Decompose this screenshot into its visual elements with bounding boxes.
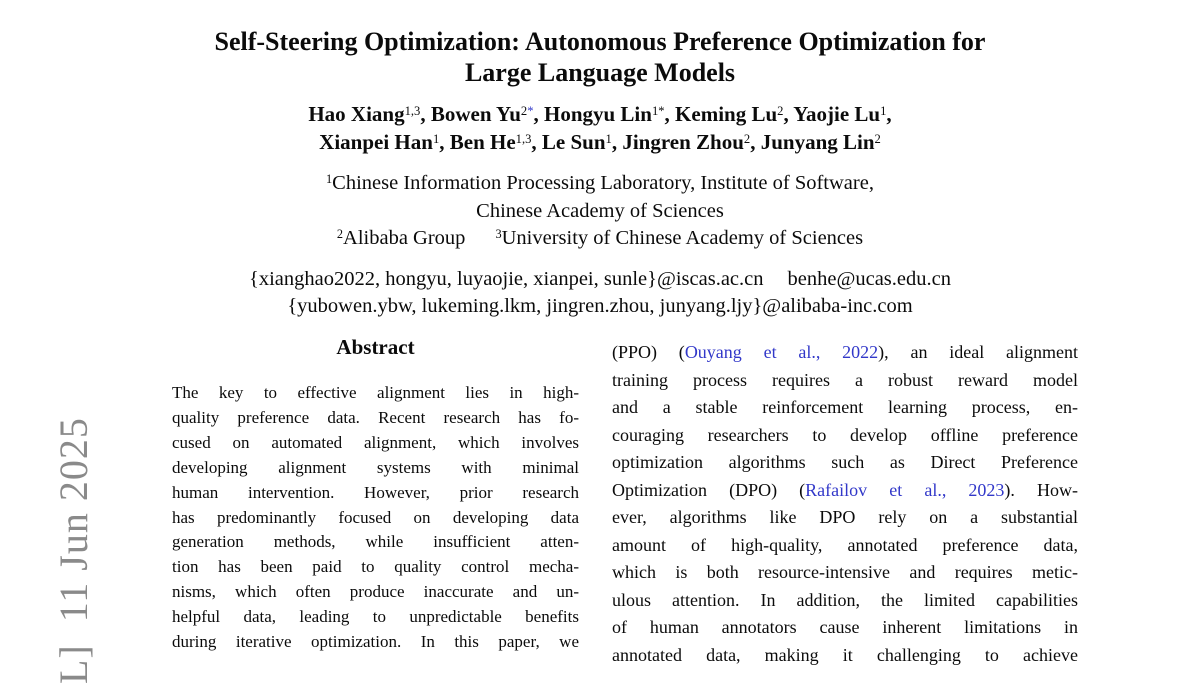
abstract-line: helpful data, leading to unpredictable benefits: [172, 607, 579, 627]
author-sup-num: 2: [520, 103, 528, 118]
email-ucas: benhe@ucas.edu.cn: [787, 267, 951, 290]
author-list: [0, 100, 1200, 156]
abstract-line: quality preference data. Recent research has fo-: [172, 407, 579, 427]
email-group-iscas: {xianghao2022, hongyu, luyaojie, xianpei, sunle}@iscas.ac.cn: [249, 267, 764, 290]
author-sep: ,: [420, 102, 431, 126]
author-sep: ,: [439, 130, 450, 154]
body-text: Optimization (DPO) (: [612, 479, 806, 500]
affiliation-line-3: [0, 225, 1200, 253]
abstract-heading: Abstract: [336, 335, 415, 359]
title-line-2: Large Language Models: [464, 58, 736, 87]
citation-link[interactable]: Rafailov et al., 2023: [805, 479, 1005, 500]
author-sup-num: 2: [874, 131, 881, 146]
abstract-line: generation methods, while insufficient atten-: [172, 532, 579, 552]
email-line-2: {yubowen.ybw, lukeming.lkm, jingren.zhou, junyang.ljy}@alibaba-inc.com: [287, 295, 913, 317]
affiliation-sup: 2: [336, 227, 344, 242]
author-sup-num: 2: [777, 103, 784, 118]
author-name: Jingren Zhou: [622, 130, 744, 154]
author-sup: [405, 104, 421, 118]
body-text: (PPO) (: [612, 342, 685, 362]
arxiv-watermark: L] 11 Jun 2025: [51, 417, 96, 684]
author-sep: ,: [664, 102, 676, 126]
author: [450, 130, 542, 154]
author: [544, 102, 675, 126]
author: [431, 102, 544, 126]
emails: [0, 266, 1200, 321]
affiliation-sup: 3: [495, 227, 502, 242]
author-name: Xianpei Han: [319, 130, 433, 154]
author-name: Hao Xiang: [308, 102, 405, 126]
author-sep: ,: [611, 130, 623, 154]
author-line-1: [0, 100, 1200, 128]
body-line: amount of high-quality, annotated preference data,: [612, 534, 1078, 555]
author-sup: [521, 104, 534, 118]
abstract-body: [172, 381, 579, 655]
author: [319, 130, 450, 154]
body-line: which is both resource-intensive and requires metic-: [612, 562, 1078, 582]
author-name: Yaojie Lu: [793, 102, 881, 126]
paper-title: [0, 26, 1200, 88]
citation-link[interactable]: Ouyang et al., 2022: [684, 342, 879, 362]
abstract-line: has predominantly focused on developing data: [172, 507, 579, 527]
body-line-clipped: annotated data, making it challenging to achieve: [612, 644, 1078, 665]
author-name: Le Sun: [541, 130, 606, 154]
author-sep: ,: [531, 130, 542, 154]
body-line: of human annotators cause inherent limitations in: [612, 617, 1078, 637]
right-column: [612, 339, 1078, 669]
author: [675, 102, 793, 126]
abstract-line: The key to effective alignment lies in high-: [172, 383, 579, 402]
author-name: Bowen Yu: [430, 102, 521, 126]
body-line: training process requires a robust reward model: [612, 369, 1078, 390]
author-sup-star: *: [527, 103, 534, 118]
author: [793, 102, 891, 126]
body-line: [612, 477, 1078, 505]
abstract-line: tion has been paid to quality control mecha-: [172, 557, 579, 577]
left-column: [172, 336, 579, 655]
author-sup-num: 1: [605, 131, 612, 146]
body-text: ). How-: [1004, 479, 1078, 500]
abstract-line: during iterative optimization. In this paper, we: [172, 632, 579, 652]
body-line: couraging researchers to develop offline preference: [612, 424, 1078, 445]
author-sep: ,: [533, 102, 544, 126]
author-sup: [652, 104, 665, 118]
author-name: Ben He: [449, 130, 516, 154]
affiliation-text: Chinese Information Processing Laboratory, Institute of Software,: [332, 172, 874, 194]
author-sup: [880, 104, 886, 118]
affiliation-line-1: [0, 170, 1200, 198]
author-sep: ,: [886, 102, 892, 126]
body-line: and a stable reinforcement learning process, en-: [612, 397, 1078, 417]
author-line-2: [0, 128, 1200, 156]
author-sup-num: 1*: [651, 103, 665, 118]
affiliation-text: Alibaba Group: [343, 227, 466, 249]
email-line-1: [0, 266, 1200, 294]
author-sup: [744, 132, 750, 146]
author-sup-num: 2: [743, 131, 751, 146]
affiliation-text: University of Chinese Academy of Sciences: [501, 227, 864, 249]
affiliations: [0, 170, 1200, 253]
body-text: ), an ideal alignment: [878, 342, 1079, 362]
body-line: [612, 339, 1078, 367]
author-sup-num: 1: [432, 131, 440, 146]
body-line: optimization algorithms such as Direct Preference: [612, 452, 1078, 472]
author: [308, 102, 431, 126]
abstract-line: human intervention. However, prior research: [172, 482, 579, 502]
body-line: ulous attention. In addition, the limited capabilities: [612, 589, 1078, 610]
title-line-1: Self-Steering Optimization: Autonomous Preference Optimization for: [214, 27, 986, 56]
author-sep: ,: [750, 130, 761, 154]
author-name: Junyang Lin: [760, 130, 875, 154]
author-sup: [516, 132, 532, 146]
author-name: Keming Lu: [675, 102, 778, 126]
author-name: Hongyu Lin: [543, 102, 652, 126]
author-sup: [777, 104, 783, 118]
abstract-line: developing alignment systems with minimal: [172, 457, 579, 477]
author-sup-num: 1,3: [515, 131, 532, 146]
abstract-line: nisms, which often produce inaccurate and un-: [172, 582, 579, 602]
author-sup-num: 1: [880, 103, 887, 118]
abstract-line: cused on automated alignment, which involves: [172, 432, 579, 452]
author-sup: [433, 132, 439, 146]
affiliation-sup: 1: [326, 172, 333, 187]
body-line: ever, algorithms like DPO rely on a substantial: [612, 507, 1078, 527]
affiliation-line-2: Chinese Academy of Sciences: [476, 199, 724, 222]
author-sep: ,: [783, 102, 794, 126]
author: [622, 130, 760, 154]
author: [761, 130, 881, 154]
author: [542, 130, 622, 154]
author-sup: [875, 132, 881, 146]
author-sup-num: 1,3: [404, 103, 421, 118]
author-sup: [606, 132, 612, 146]
paper-header: [0, 0, 1200, 321]
